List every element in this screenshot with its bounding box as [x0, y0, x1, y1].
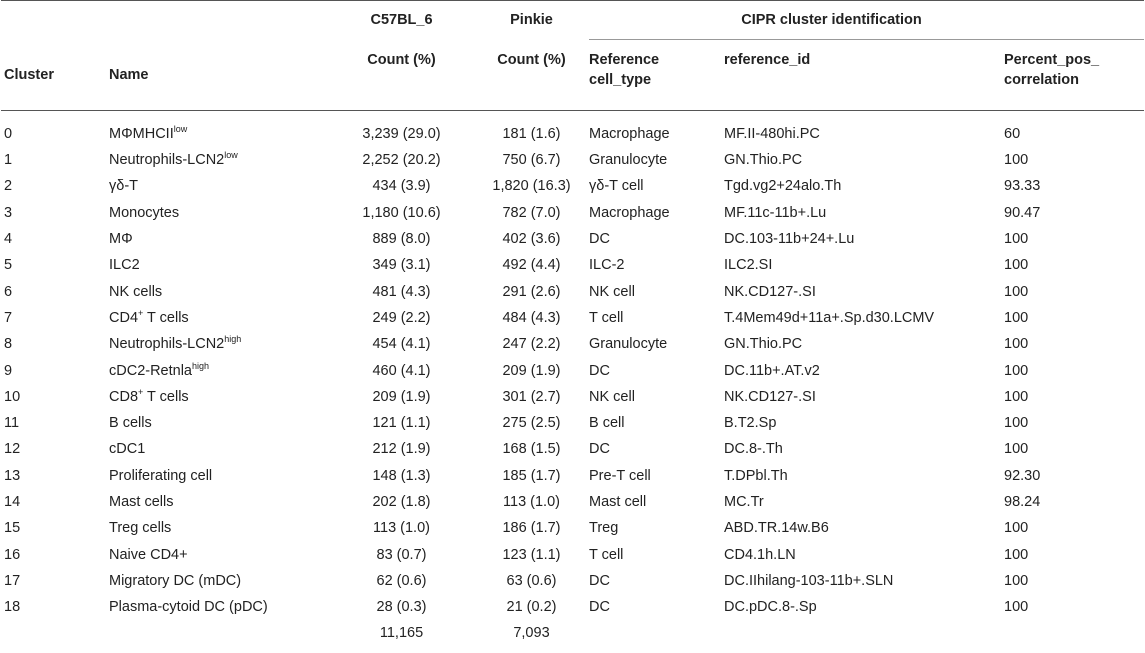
header-row-top: [1, 1, 1144, 40]
cell-count-pinkie: 484 (4.3): [502, 309, 561, 326]
cell-count-pinkie: 209 (1.9): [502, 362, 561, 379]
cell-count-pinkie: 247 (2.2): [502, 336, 561, 353]
cell-cluster: 4: [4, 231, 13, 248]
cell-count-c57: 62 (0.6): [376, 572, 427, 589]
cell-reference-id: DC.8-.Th: [724, 441, 783, 458]
total-pinkie: 7,093: [513, 625, 550, 642]
table-row: [1, 252, 1144, 278]
cell-percent-pos-correlation: 90.47: [1004, 204, 1041, 221]
cell-name: [109, 200, 309, 226]
cell-name: [109, 226, 309, 252]
cell-reference-cell-type: DC: [589, 362, 610, 379]
cell-cluster: 13: [4, 467, 21, 484]
cell-percent-pos-correlation: 100: [1004, 152, 1029, 169]
cell-name-text: Mast cells: [109, 494, 174, 510]
cell-name-text: Plasma-cytoid DC (pDC): [109, 599, 268, 616]
cell-percent-pos-correlation: 100: [1004, 362, 1029, 379]
cell-count-c57: 209 (1.9): [372, 388, 431, 405]
cell-count-pinkie: 186 (1.7): [502, 520, 561, 537]
cell-name-suffix: T cells: [143, 309, 189, 326]
cell-name-sup: +: [138, 308, 144, 319]
cell-count-pinkie: 492 (4.4): [502, 257, 561, 274]
cell-name: [109, 173, 309, 199]
totals-empty-5: [1004, 620, 1144, 646]
cell-name-sup: low: [173, 124, 188, 135]
total-c57: 11,165: [379, 625, 424, 642]
cell-cluster: 18: [4, 599, 21, 616]
cell-name-text: Monocytes: [109, 204, 180, 221]
cell-reference-cell-type: DC: [589, 599, 610, 616]
cell-count-c57: 83 (0.7): [376, 546, 427, 563]
cell-reference-cell-type: Mast cell: [589, 494, 647, 510]
cell-name: [109, 278, 309, 304]
cell-name-text: Treg cells: [109, 520, 172, 537]
cell-cluster: 12: [4, 441, 21, 458]
cell-reference-id: T.DPbl.Th: [724, 467, 788, 484]
cell-reference-cell-type: DC: [589, 231, 610, 248]
table-row: [1, 568, 1144, 594]
cell-count-c57: 28 (0.3): [376, 599, 427, 616]
cell-reference-cell-type: DC: [589, 441, 610, 458]
cell-name: [109, 515, 309, 541]
cell-name-text: cDC1: [109, 441, 146, 458]
cluster-table: [1, 0, 1144, 647]
cell-name: [109, 410, 309, 436]
table-row: [1, 515, 1144, 541]
cell-name-text: Naive CD4+: [109, 546, 188, 563]
cell-name-text: MΦ: [109, 231, 133, 248]
cell-name: [109, 357, 309, 383]
cell-name-text: γδ-T: [109, 178, 139, 195]
table-row: [1, 200, 1144, 226]
cell-name: [109, 384, 309, 410]
cell-name-text: Proliferating cell: [109, 467, 213, 484]
table-row: [1, 541, 1144, 567]
cell-cluster: 5: [4, 257, 13, 274]
cell-reference-cell-type: Pre-T cell: [589, 467, 651, 484]
cell-name-sup: low: [224, 150, 238, 161]
header-ref-line1: Reference: [589, 52, 660, 68]
cell-count-c57: 121 (1.1): [372, 415, 431, 432]
cell-percent-pos-correlation: 100: [1004, 388, 1029, 405]
cell-percent-pos-correlation: 100: [1004, 415, 1029, 432]
table-row: [1, 410, 1144, 436]
cell-reference-id: MF.II-480hi.PC: [724, 126, 820, 142]
cell-name: [109, 147, 309, 173]
header-pct-line2: correlation: [1004, 72, 1079, 88]
cell-reference-cell-type: Macrophage: [589, 204, 670, 221]
cell-count-pinkie: 181 (1.6): [502, 126, 561, 142]
totals-empty-3: [589, 620, 724, 646]
cell-cluster: 3: [4, 204, 13, 221]
cell-name-text: cDC2-Retnla: [109, 362, 192, 379]
totals-empty-4: [724, 620, 1004, 646]
cell-cluster: 1: [4, 152, 13, 169]
totals-empty-1: [1, 620, 109, 646]
header-count-c57: Count (%): [367, 51, 436, 68]
cell-name-text: NK cells: [109, 283, 163, 300]
cell-reference-cell-type: γδ-T cell: [589, 178, 644, 195]
table-row: [1, 173, 1144, 199]
header-count-pinkie: Count (%): [497, 51, 566, 68]
cell-cluster: 17: [4, 572, 21, 589]
table-row: [1, 594, 1144, 620]
cell-name-text: CD8: [109, 388, 139, 405]
header-percent-pos-correlation: [1004, 40, 1144, 111]
cell-name-text: Migratory DC (mDC): [109, 572, 242, 589]
cell-percent-pos-correlation: 100: [1004, 546, 1029, 563]
cell-count-pinkie: 301 (2.7): [502, 388, 561, 405]
cell-name: [109, 594, 309, 620]
cell-count-c57: 889 (8.0): [372, 231, 431, 248]
cell-count-pinkie: 168 (1.5): [502, 441, 561, 458]
cell-count-pinkie: 113 (1.0): [503, 494, 560, 510]
cell-percent-pos-correlation: 93.33: [1004, 178, 1041, 195]
cell-reference-id: NK.CD127-.SI: [724, 283, 816, 300]
cell-reference-id: GN.Thio.PC: [724, 152, 803, 169]
totals-row: [1, 620, 1144, 646]
cell-count-pinkie: 750 (6.7): [502, 152, 561, 169]
cell-reference-cell-type: Granulocyte: [589, 336, 668, 353]
cell-reference-cell-type: Granulocyte: [589, 152, 668, 169]
cell-cluster: 8: [4, 336, 13, 353]
cell-count-c57: 349 (3.1): [372, 257, 431, 274]
cell-reference-id: ABD.TR.14w.B6: [724, 520, 829, 537]
header-pct-line1: Percent_pos_: [1004, 52, 1100, 68]
cell-percent-pos-correlation: 92.30: [1004, 467, 1041, 484]
header-cipr: CIPR cluster identification: [589, 1, 1144, 40]
cell-reference-cell-type: NK cell: [589, 388, 635, 405]
table-row: [1, 278, 1144, 304]
cell-name-text: Neutrophils-LCN2: [109, 152, 225, 169]
cell-percent-pos-correlation: 60: [1004, 126, 1021, 142]
cell-reference-id: DC.103-11b+24+.Lu: [724, 231, 855, 248]
cell-name: [109, 252, 309, 278]
header-pinkie: Pinkie: [510, 12, 553, 29]
header-name: Name: [109, 66, 149, 83]
table-row: [1, 489, 1144, 515]
cell-count-c57: 1,180 (10.6): [362, 204, 441, 221]
cell-count-c57: 212 (1.9): [372, 441, 431, 458]
cell-reference-id: DC.IIhilang-103-11b+.SLN: [724, 572, 894, 589]
cell-name: [109, 305, 309, 331]
cell-cluster: 9: [4, 362, 13, 379]
cell-count-c57: 113 (1.0): [373, 520, 430, 537]
cell-cluster: 6: [4, 283, 13, 300]
cell-percent-pos-correlation: 100: [1004, 257, 1029, 274]
header-ref-line2: cell_type: [589, 72, 652, 88]
cell-cluster: 10: [4, 388, 21, 405]
table-row: [1, 305, 1144, 331]
table-row: [1, 357, 1144, 383]
header-c57bl6: C57BL_6: [370, 12, 433, 29]
cell-percent-pos-correlation: 100: [1004, 599, 1029, 616]
cell-cluster: 0: [4, 126, 13, 142]
cell-count-pinkie: 291 (2.6): [502, 283, 561, 300]
cell-count-pinkie: 275 (2.5): [502, 415, 561, 432]
cell-name: [109, 463, 309, 489]
cell-reference-cell-type: Macrophage: [589, 126, 670, 142]
totals-empty-2: [109, 620, 309, 646]
cell-count-pinkie: 123 (1.1): [502, 546, 561, 563]
cell-reference-id: NK.CD127-.SI: [724, 388, 816, 405]
table-row: [1, 147, 1144, 173]
cell-percent-pos-correlation: 100: [1004, 309, 1029, 326]
cell-count-c57: 434 (3.9): [372, 178, 431, 195]
cell-count-c57: 202 (1.8): [372, 494, 431, 510]
cell-reference-id: MC.Tr: [724, 494, 764, 510]
cell-name-text: B cells: [109, 415, 152, 432]
header-reference-cell-type: [589, 40, 724, 111]
table-row: [1, 111, 1144, 148]
cell-count-c57: 3,239 (29.0): [362, 126, 441, 142]
cell-count-c57: 148 (1.3): [372, 467, 431, 484]
cell-cluster: 14: [4, 494, 21, 510]
table-row: [1, 331, 1144, 357]
cell-name-text: Neutrophils-LCN2: [109, 336, 225, 353]
cell-reference-cell-type: T cell: [589, 309, 624, 326]
table-row: [1, 463, 1144, 489]
cell-cluster: 2: [4, 178, 13, 195]
cell-reference-cell-type: ILC-2: [589, 257, 625, 274]
cell-reference-cell-type: Treg: [589, 520, 619, 537]
cell-name: [109, 331, 309, 357]
cell-count-pinkie: 1,820 (16.3): [492, 178, 571, 195]
cell-reference-id: ILC2.SI: [724, 257, 773, 274]
cell-count-pinkie: 402 (3.6): [502, 231, 561, 248]
cell-percent-pos-correlation: 100: [1004, 572, 1029, 589]
cell-name-sup: +: [138, 386, 144, 397]
cell-percent-pos-correlation: 100: [1004, 441, 1029, 458]
cell-reference-id: Tgd.vg2+24alo.Th: [724, 178, 842, 195]
cell-name: [109, 436, 309, 462]
cell-reference-cell-type: B cell: [589, 415, 625, 432]
cell-cluster: 15: [4, 520, 21, 537]
cell-reference-id: CD4.1h.LN: [724, 546, 796, 563]
table-row: [1, 384, 1144, 410]
cell-reference-id: B.T2.Sp: [724, 415, 777, 432]
cell-count-c57: 249 (2.2): [372, 309, 431, 326]
cell-name: [109, 541, 309, 567]
cell-reference-cell-type: DC: [589, 572, 610, 589]
cell-reference-id: DC.pDC.8-.Sp: [724, 599, 817, 616]
cell-name-sup: high: [192, 360, 210, 371]
cell-name: [109, 489, 309, 515]
table-row: [1, 436, 1144, 462]
cell-count-c57: 2,252 (20.2): [362, 152, 441, 169]
cell-cluster: 7: [4, 309, 13, 326]
cell-percent-pos-correlation: 100: [1004, 520, 1029, 537]
cell-reference-id: MF.11c-11b+.Lu: [724, 204, 827, 221]
cell-percent-pos-correlation: 100: [1004, 283, 1029, 300]
cell-name: [109, 568, 309, 594]
cell-reference-id: T.4Mem49d+11a+.Sp.d30.LCMV: [724, 309, 935, 326]
cell-name-text: ILC2: [109, 257, 140, 274]
cell-name-text: MΦMHCII: [109, 126, 174, 142]
header-reference-id: reference_id: [724, 52, 811, 68]
cell-reference-cell-type: T cell: [589, 546, 624, 563]
cell-percent-pos-correlation: 100: [1004, 336, 1029, 353]
header-cluster: Cluster: [4, 66, 54, 83]
table-body: [1, 111, 1144, 647]
cell-count-pinkie: 63 (0.6): [506, 572, 557, 589]
cell-count-c57: 454 (4.1): [372, 336, 431, 353]
table-row: [1, 226, 1144, 252]
cell-name-text: CD4: [109, 309, 139, 326]
cell-cluster: 16: [4, 546, 21, 563]
cell-name: [109, 111, 309, 148]
cell-reference-id: GN.Thio.PC: [724, 336, 803, 353]
cell-percent-pos-correlation: 98.24: [1004, 494, 1041, 510]
cell-name-sup: high: [224, 334, 242, 345]
cell-count-pinkie: 782 (7.0): [502, 204, 561, 221]
cell-count-pinkie: 21 (0.2): [506, 599, 557, 616]
cell-reference-id: DC.11b+.AT.v2: [724, 362, 820, 379]
cell-count-c57: 481 (4.3): [372, 283, 431, 300]
cell-name-suffix: T cells: [143, 388, 189, 405]
cell-reference-cell-type: NK cell: [589, 283, 635, 300]
cell-cluster: 11: [4, 415, 20, 432]
cell-count-c57: 460 (4.1): [372, 362, 431, 379]
cell-percent-pos-correlation: 100: [1004, 231, 1029, 248]
cell-count-pinkie: 185 (1.7): [502, 467, 561, 484]
